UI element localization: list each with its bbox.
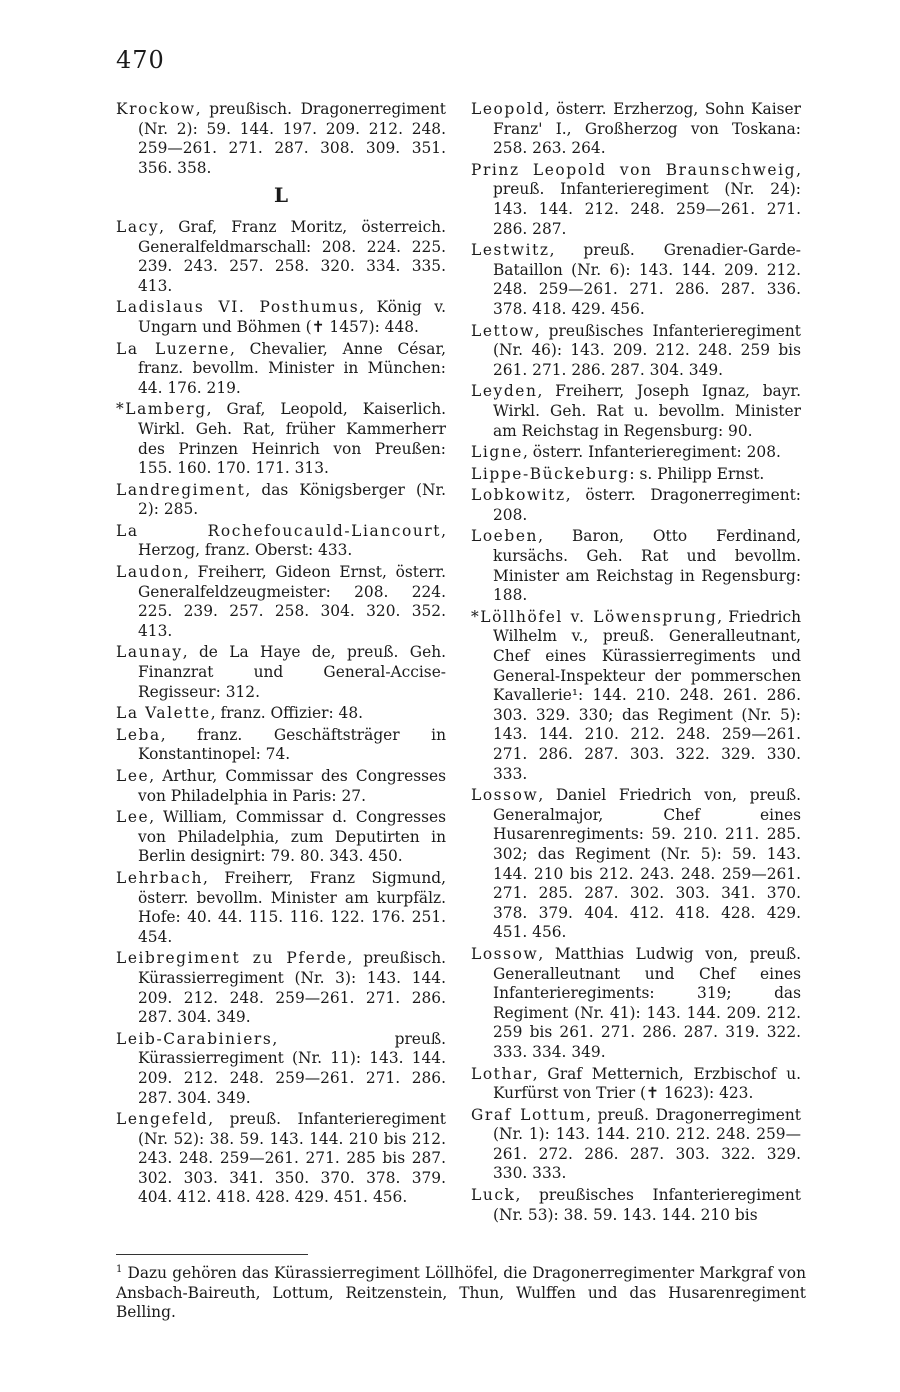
entry-heading: Lossow xyxy=(471,944,539,963)
index-entry xyxy=(471,382,801,441)
entry-heading: Lestwitz xyxy=(471,241,550,260)
entry-text: : s. Philipp Ernst. xyxy=(629,464,765,483)
entry-heading: Ladislaus VI. Posthumus xyxy=(116,298,360,317)
index-entry xyxy=(471,1065,801,1104)
index-entry xyxy=(116,869,446,947)
index-entry xyxy=(116,1110,446,1208)
index-entry xyxy=(471,100,801,159)
entry-heading: *Lamberg xyxy=(116,400,207,419)
entry-text: , Friedrich Wilhelm v., preuß. Generalleutnant, Chef eines Kürassierregiments und General-Inspekteur der pommerschen Kavallerie¹: 144. 210. 248. 261. 286. 303. 329. 330; das Regiment (Nr. 5): 143. 144. 210. 212. 248. 259—261. 271. 286. 287. 303. 322. 329. 330. 333. xyxy=(493,607,801,783)
footnote-text: Dazu gehören das Kürassierregiment Löllhöfel, die Dragonerregimenter Markgraf von Ansbach-Baireuth, Lottum, Reitzenstein, Thun, Wulffen und das Husarenregiment Belling. xyxy=(116,1264,806,1322)
entry-heading: Laudon xyxy=(116,563,184,582)
footnote xyxy=(116,1260,806,1323)
section-letter-heading: L xyxy=(273,183,289,208)
index-entry xyxy=(116,400,446,478)
entry-heading: Lehrbach xyxy=(116,868,203,887)
entry-heading: Lettow xyxy=(471,321,535,340)
footnote-divider xyxy=(116,1254,308,1255)
entry-text: , preuß. Dragonerregiment (Nr. 1): 143. 144. 210. 212. 248. 259—261. 272. 286. 287. 303. 322. 329. 330. 333. xyxy=(493,1105,801,1183)
index-entry xyxy=(116,563,446,641)
entry-text: , König v. Ungarn und Böhmen (✝ 1457): 448. xyxy=(138,298,446,336)
index-entry xyxy=(471,161,801,239)
index-entry xyxy=(116,949,446,1027)
entry-heading: Loeben xyxy=(471,527,539,546)
index-entry xyxy=(116,643,446,702)
entry-text: , österr. Infanterieregiment: 208. xyxy=(523,443,781,462)
entry-text: , Graf Metternich, Erzbischof u. Kurfürst von Trier (✝ 1623): 423. xyxy=(493,1064,801,1103)
entry-heading: Krockow xyxy=(116,100,196,118)
entry-text: , Baron, Otto Ferdinand, kursächs. Geh. Rat und bevollm. Minister am Reichstag in Regensburg: 188. xyxy=(493,527,801,605)
index-entry xyxy=(471,608,801,784)
entry-heading: Leib-Carabiniers xyxy=(116,1029,273,1048)
index-entry xyxy=(116,100,446,178)
entry-heading: La Luzerne xyxy=(116,339,230,358)
entry-text: , de La Haye de, preuß. Geh. Finanzrat und General-Accise-Regisseur: 312. xyxy=(138,643,446,701)
index-entry xyxy=(471,786,801,943)
entry-heading: Leba xyxy=(116,725,161,744)
entry-text: , österr. Erzherzog, Sohn Kaiser Franz' I., Großherzog von Toskana: 258. 263. 264. xyxy=(493,100,801,158)
index-entry xyxy=(116,808,446,867)
index-entry xyxy=(471,1186,801,1225)
entry-heading: Lee xyxy=(116,808,150,827)
entry-heading: Graf Lottum xyxy=(471,1105,587,1124)
entry-heading: Lossow xyxy=(471,786,539,805)
entry-heading: Lothar xyxy=(471,1064,533,1083)
entry-heading: Lengefeld xyxy=(116,1110,209,1129)
entry-text: , Graf, Leopold, Kaiserlich. Wirkl. Geh. Rat, früher Kammerherr des Prinzen Heinrich von Preußen: 155. 160. 170. 171. 313. xyxy=(138,400,446,478)
index-entry xyxy=(471,1106,801,1184)
entry-heading: Luck xyxy=(471,1186,516,1205)
index-entry xyxy=(471,486,801,525)
index-entry xyxy=(116,704,446,724)
page-number: 470 xyxy=(116,46,165,74)
entry-heading: La Valette xyxy=(116,704,211,723)
entry-heading: Leibregiment zu Pferde xyxy=(116,949,348,968)
entry-text: , franz. Offizier: 48. xyxy=(210,704,364,723)
entry-heading: Lippe-Bückeburg xyxy=(471,464,630,483)
entry-text: , Freiherr, Franz Sigmund, österr. bevollm. Minister am kurpfälz. Hofe: 40. 44. 115. 116. 122. 176. 251. 454. xyxy=(138,868,446,946)
entry-text: , preußisch. Kürassierregiment (Nr. 3): 143. 144. 209. 212. 248. 259—261. 271. 286. 287. 304. 349. xyxy=(138,949,446,1027)
entry-text: , Arthur, Commissar des Congresses von Philadelphia in Paris: 27. xyxy=(138,767,446,805)
left-column xyxy=(116,100,446,1210)
entry-text: , preuß. Kürassierregiment (Nr. 11): 143. 144. 209. 212. 248. 259—261. 271. 286. 287. 304. 349. xyxy=(138,1029,446,1107)
entry-text: , preußisch. Dragonerregiment (Nr. 2): 59. 144. 197. 209. 212. 248. 259—261. 271. 287. 308. 309. 351. 356. 358. xyxy=(138,100,446,177)
entry-text: , Freiherr, Joseph Ignaz, bayr. Wirkl. Geh. Rat u. bevollm. Minister am Reichstag in Regensburg: 90. xyxy=(493,382,801,440)
entry-heading: Leyden xyxy=(471,382,538,401)
entry-text: , Freiherr, Gideon Ernst, österr. Generalfeldzeugmeister: 208. 224. 225. 239. 257. 258. 304. 320. 352. 413. xyxy=(138,563,446,640)
entry-text: , preußisches Infanterieregiment (Nr. 46): 143. 209. 212. 248. 259 bis 261. 271. 286. 287. 304. 349. xyxy=(493,321,801,379)
entry-text: , Herzog, franz. Oberst: 433. xyxy=(138,521,446,560)
index-entry xyxy=(471,322,801,381)
entry-text: , Daniel Friedrich von, preuß. Generalmajor, Chef eines Husarenregiments: 59. 210. 211. 285. 302; das Regiment (Nr. 5): 59. 143. 144. 210 bis 212. 243. 248. 259—261. 271. 285. 287. 302. 303. 341. 370. 378. 379. 404. 412. 418. 428. 429. 451. 456. xyxy=(493,786,801,942)
index-entry xyxy=(116,298,446,337)
index-entry xyxy=(116,218,446,296)
entry-text: , franz. Geschäftsträger in Konstantinopel: 74. xyxy=(138,725,446,764)
entry-heading: Lacy xyxy=(116,217,160,236)
index-entry xyxy=(471,443,801,463)
entry-text: , Graf, Franz Moritz, österreich. Generalfeldmarschall: 208. 224. 225. 239. 243. 257. 258. 320. 334. 335. 413. xyxy=(138,217,446,295)
footnote-marker: 1 xyxy=(116,1264,123,1275)
index-entry xyxy=(116,767,446,806)
entry-text: , Chevalier, Anne César, franz. bevollm. Minister in München: 44. 176. 219. xyxy=(138,339,447,397)
index-entry xyxy=(471,527,801,605)
index-entry xyxy=(116,340,446,399)
index-entry xyxy=(116,481,446,520)
index-entry xyxy=(471,945,801,1063)
entry-text: , preuß. Grenadier-Garde-Bataillon (Nr. 6): 143. 144. 209. 212. 248. 259—261. 271. 286. 287. 336. 378. 418. 429. 456. xyxy=(493,241,801,318)
entry-heading: Lobkowitz xyxy=(471,486,566,505)
index-entry xyxy=(116,726,446,765)
entry-text: , preuß. Infanterieregiment (Nr. 24): 143. 144. 212. 248. 259—261. 271. 286. 287. xyxy=(493,160,801,238)
entry-text: , preuß. Infanterieregiment (Nr. 52): 38. 59. 143. 144. 210 bis 212. 243. 248. 259—261. 271. 285 bis 287. 302. 303. 341. 350. 370. 378. 379. 404. 412. 418. 428. 429. 451. 456. xyxy=(138,1110,446,1207)
entry-text: , österr. Dragonerregiment: 208. xyxy=(493,486,801,524)
index-entry xyxy=(116,522,446,561)
entry-heading: Launay xyxy=(116,643,183,662)
index-entry xyxy=(116,1030,446,1108)
entry-text: , Matthias Ludwig von, preuß. Generalleutnant und Chef eines Infanterieregiments: 319; das Regiment (Nr. 41): 143. 144. 209. 212. 259 bis 261. 271. 286. 287. 319. 322. 333. 334. 349. xyxy=(493,944,801,1061)
entry-heading: Prinz Leopold von Braunschweig xyxy=(471,160,797,179)
entry-heading: *Löllhöfel v. Löwensprung xyxy=(471,607,718,626)
index-entry xyxy=(471,465,801,485)
right-column xyxy=(471,100,801,1227)
entry-heading: Landregiment xyxy=(116,480,246,499)
entry-heading: Ligne xyxy=(471,443,524,462)
entry-heading: Lee xyxy=(116,767,150,785)
entry-text: , preußisches Infanterieregiment (Nr. 53): 38. 59. 143. 144. 210 bis xyxy=(493,1186,801,1224)
index-entry xyxy=(471,241,801,319)
entry-heading: Leopold xyxy=(471,100,545,118)
entry-heading: La Rochefoucauld-Liancourt xyxy=(116,521,442,540)
entry-text: , das Königsberger (Nr. 2): 285. xyxy=(138,480,446,519)
entry-text: , William, Commissar d. Congresses von Philadelphia, zum Deputirten in Berlin designirt: 79. 80. 343. 450. xyxy=(138,808,446,866)
